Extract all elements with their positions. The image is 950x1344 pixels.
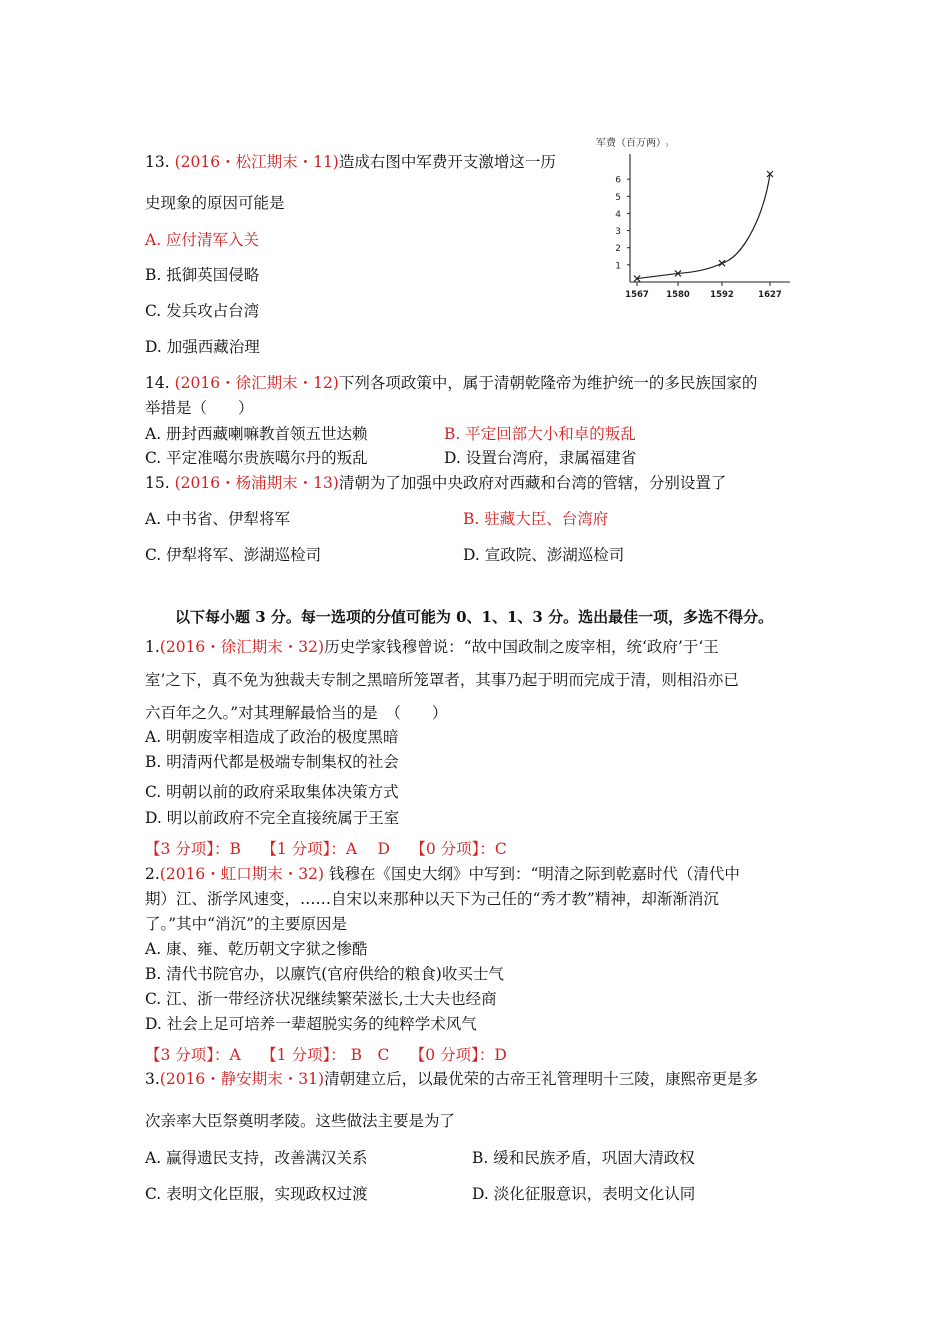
q13-source: (2016・松江期末・11) bbox=[174, 153, 339, 171]
p1-text: 历史学家钱穆曾说：“故中国政制之废宰相，统‘政府’于‘王 bbox=[324, 638, 719, 656]
data-point-marker bbox=[719, 260, 725, 266]
chart-title: 军费（百万两） bbox=[596, 138, 666, 149]
q15-option-c: C. 伊犁将军、澎湖巡检司 bbox=[145, 546, 322, 564]
p3-stem-line2: 次亲率大臣祭奠明孝陵。这些做法主要是为了 bbox=[145, 1112, 456, 1130]
p2-option-a: A. 康、雍、乾历朝文字狱之惨酷 bbox=[145, 940, 368, 958]
p2-stem-line3: 了。”其中“消沉”的主要原因是 bbox=[145, 915, 348, 933]
p2-option-b: B. 清代书院官办，以廪饩(官府供给的粮食)收买士气 bbox=[145, 965, 504, 983]
p3-number: 3. bbox=[145, 1070, 160, 1088]
q13-stem-line2: 史现象的原因可能是 bbox=[145, 194, 285, 212]
q13-option-a: A. 应付清军入关 bbox=[145, 231, 260, 249]
y-tick-label: 3 bbox=[615, 227, 621, 238]
p2-score: 【3 分项】：A 【1 分项】： B C 【0 分项】：D bbox=[145, 1046, 507, 1064]
p2-text: 钱穆在《国史大纲》中写到：“明清之际到乾嘉时代（清代中 bbox=[324, 865, 740, 883]
section-heading: 以下每小题 3 分。每一选项的分值可能为 0、1、1、3 分。选出最佳一项，多选不得分。 bbox=[175, 608, 774, 626]
p3-text: 清朝建立后，以最优荣的古帝王礼管理明十三陵，康熙帝更是多 bbox=[324, 1070, 759, 1088]
p3-option-b: B. 缓和民族矛盾，巩固大清政权 bbox=[472, 1149, 695, 1167]
x-tick-label: 1592 bbox=[710, 290, 734, 300]
q15-stem bbox=[145, 473, 726, 493]
p2-stem-line1 bbox=[145, 864, 740, 884]
p1-stem-line3: 六百年之久。”对其理解最恰当的是 （ ） bbox=[145, 704, 448, 722]
p2-option-c: C. 江、浙一带经济状况继续繁荣滋长,士大夫也经商 bbox=[145, 990, 497, 1008]
x-tick-label: 1567 bbox=[625, 290, 649, 300]
p3-source: (2016・静安期末・31) bbox=[159, 1070, 325, 1088]
q14-stem-line2: 举措是（ ） bbox=[145, 399, 254, 417]
y-tick-label: 4 bbox=[615, 209, 621, 220]
y-tick-label: 6 bbox=[615, 175, 621, 186]
q15-option-b: B. 驻藏大臣、台湾府 bbox=[463, 510, 609, 528]
military-expense-chart bbox=[592, 132, 800, 302]
q13-option-d: D. 加强西藏治理 bbox=[145, 338, 260, 356]
x-tick-label: 1580 bbox=[666, 290, 690, 300]
q14-text: 下列各项政策中，属于清朝乾隆帝为维护统一的多民族国家的 bbox=[338, 374, 758, 392]
q15-option-d: D. 宣政院、澎湖巡检司 bbox=[463, 546, 625, 564]
p3-stem-line1 bbox=[145, 1069, 758, 1089]
q14-number: 14. bbox=[145, 374, 170, 392]
y-tick-label: 2 bbox=[615, 244, 621, 255]
q15-text: 清朝为了加强中央政府对西藏和台湾的管辖，分别设置了 bbox=[338, 474, 727, 492]
q14-option-d: D. 设置台湾府，隶属福建省 bbox=[444, 449, 637, 467]
p2-option-d: D. 社会上足可培养一辈超脱实务的纯粹学术风气 bbox=[145, 1015, 477, 1033]
q13-text: 造成右图中军费开支激增这一历 bbox=[338, 153, 556, 171]
p3-option-a: A. 赢得遗民支持，改善满汉关系 bbox=[145, 1149, 368, 1167]
p3-option-c: C. 表明文化臣服，实现政权过渡 bbox=[145, 1185, 368, 1203]
q15-option-a: A. 中书省、伊犁将军 bbox=[145, 510, 291, 528]
q13-option-b: B. 抵御英国侵略 bbox=[145, 266, 260, 284]
q14-option-b: B. 平定回部大小和卓的叛乱 bbox=[444, 425, 636, 443]
x-tick-label: 1627 bbox=[758, 290, 782, 300]
q13-stem-line1 bbox=[145, 152, 556, 172]
q13-option-c: C. 发兵攻占台湾 bbox=[145, 302, 260, 320]
p1-source: (2016・徐汇期末・32) bbox=[159, 638, 325, 656]
p2-stem-line2: 期）江、浙学风速变，……自宋以来那种以天下为己任的“秀才教”精神，却渐渐消沉 bbox=[145, 890, 719, 908]
p3-option-d: D. 淡化征服意识，表明文化认同 bbox=[472, 1185, 696, 1203]
q15-number: 15. bbox=[145, 474, 170, 492]
p2-number: 2. bbox=[145, 865, 160, 883]
p1-stem-line1 bbox=[145, 637, 719, 657]
q14-option-c: C. 平定准噶尔贵族噶尔丹的叛乱 bbox=[145, 449, 368, 467]
y-tick-label: 1 bbox=[615, 261, 621, 272]
series-line bbox=[637, 174, 770, 279]
p1-option-d: D. 明以前政府不完全直接统属于王室 bbox=[145, 809, 400, 827]
p1-score: 【3 分项】：B 【1 分项】：A D 【0 分项】：C bbox=[145, 840, 507, 858]
q14-stem-line1 bbox=[145, 373, 757, 393]
p1-stem-line2: 室’之下，真不免为独裁夫专制之黑暗所笼罩者，其事乃起于明而完成于清，则相沿亦已 bbox=[145, 671, 739, 689]
q14-option-a: A. 册封西藏喇嘛教首领五世达赖 bbox=[145, 425, 368, 443]
q13-number: 13. bbox=[145, 153, 170, 171]
y-tick-label: 5 bbox=[615, 192, 621, 203]
p1-option-a: A. 明朝废宰相造成了政治的极度黑暗 bbox=[145, 728, 399, 746]
p1-option-b: B. 明清两代都是极端专制集权的社会 bbox=[145, 753, 399, 771]
p1-number: 1. bbox=[145, 638, 160, 656]
p1-option-c: C. 明朝以前的政府采取集体决策方式 bbox=[145, 783, 399, 801]
q14-source: (2016・徐汇期末・12) bbox=[174, 374, 339, 392]
p2-source: (2016・虹口期末・32) bbox=[159, 865, 325, 883]
q15-source: (2016・杨浦期末・13) bbox=[174, 474, 339, 492]
